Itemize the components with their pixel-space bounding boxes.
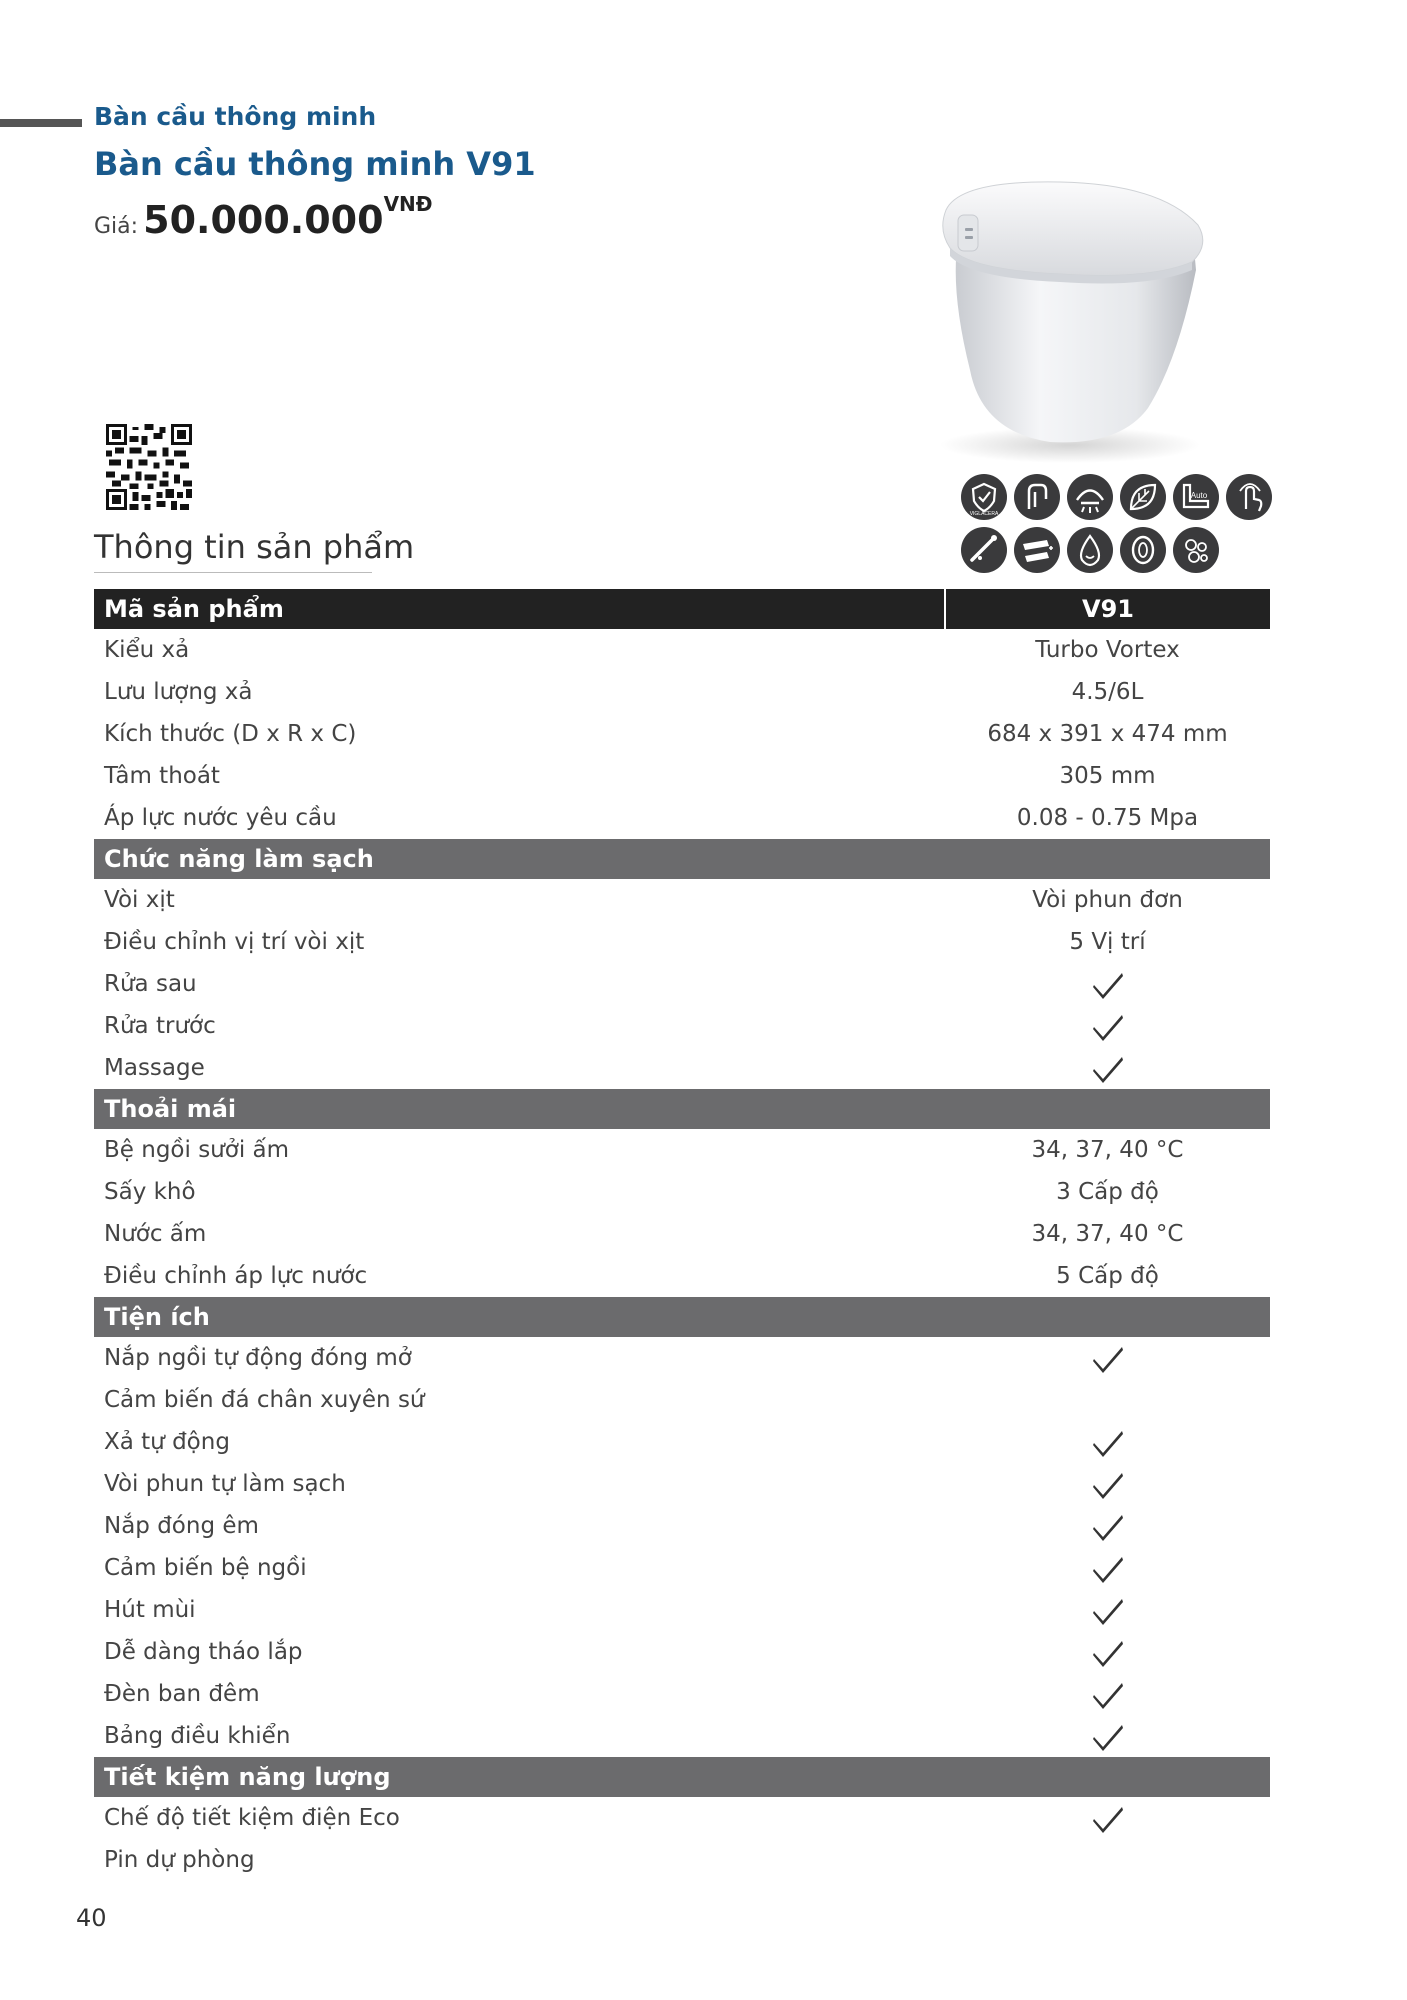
- spec-row-label: Chế độ tiết kiệm điện Eco: [104, 1805, 400, 1831]
- spec-row-label: Nước ấm: [104, 1221, 207, 1247]
- spec-row-value: 34, 37, 40 °C: [1031, 1137, 1184, 1163]
- checkmark-icon: [1091, 1468, 1125, 1502]
- product-info-heading: Thông tin sản phẩm: [94, 528, 415, 566]
- spec-row: [94, 1255, 1270, 1297]
- spec-row-value: [945, 1005, 1270, 1047]
- spec-row: [94, 1589, 1270, 1631]
- spec-row-label: Bảng điều khiển: [104, 1723, 291, 1749]
- spec-row-label: Vòi xịt: [104, 887, 175, 913]
- heading-underline: [94, 572, 372, 573]
- spec-row-value: Turbo Vortex: [1035, 637, 1180, 663]
- nozzle-icon: [1014, 527, 1060, 573]
- checkmark-icon: [1091, 1510, 1125, 1544]
- feature-icons: [960, 470, 1280, 578]
- spec-row-value: [945, 1379, 1270, 1421]
- spec-row-label: Kiểu xả: [104, 637, 190, 663]
- spec-row-value: [945, 1421, 1270, 1463]
- spec-row: [94, 1337, 1270, 1379]
- spec-row-value: [945, 1547, 1270, 1589]
- table-header-row: [94, 589, 1270, 629]
- spec-row: [94, 879, 1270, 921]
- water-drop-icon: [1067, 527, 1113, 573]
- checkmark-icon: [1091, 1552, 1125, 1586]
- section-title: Chức năng làm sạch: [94, 839, 1270, 879]
- spec-row-value: [945, 1631, 1270, 1673]
- hand-wash-icon: [1014, 474, 1060, 520]
- spec-row-value: 684 x 391 x 474 mm: [987, 721, 1228, 747]
- auto-icon: [1173, 474, 1219, 520]
- spec-row: [94, 1673, 1270, 1715]
- checkmark-icon: [1091, 1636, 1125, 1670]
- spec-row-label: Đèn ban đêm: [104, 1681, 260, 1707]
- spec-row-label: Nắp đóng êm: [104, 1513, 259, 1539]
- table-header-row-value: V91: [945, 589, 1270, 629]
- header-rule: [0, 119, 82, 127]
- section-title: Tiết kiệm năng lượng: [94, 1757, 1270, 1797]
- price-value: 50.000.000: [143, 198, 384, 242]
- spec-row-label: Cảm biến đá chân xuyên sứ: [104, 1387, 425, 1413]
- checkmark-icon: [1091, 1678, 1125, 1712]
- spec-row-value: [945, 1337, 1270, 1379]
- spec-row-value: Vòi phun đơn: [1032, 887, 1183, 913]
- checkmark-icon: [1091, 1052, 1125, 1086]
- checkmark-icon: [1091, 1802, 1125, 1836]
- wand-icon: [961, 527, 1007, 573]
- spec-row: [94, 921, 1270, 963]
- spec-row: [94, 1715, 1270, 1757]
- spec-row: [94, 1171, 1270, 1213]
- shield-icon: [961, 474, 1007, 520]
- spec-row-value: 5 Vị trí: [1069, 929, 1146, 955]
- spec-row: [94, 1213, 1270, 1255]
- checkmark-icon: [1091, 1594, 1125, 1628]
- spec-row: [94, 671, 1270, 713]
- spec-row-label: Bệ ngồi sưởi ấm: [104, 1137, 290, 1163]
- spec-row-value: [945, 1463, 1270, 1505]
- spec-row: [94, 713, 1270, 755]
- section-title: Tiện ích: [94, 1297, 1270, 1337]
- spec-row-value: [945, 1839, 1270, 1881]
- spec-row-label: Cảm biến bệ ngồi: [104, 1555, 307, 1581]
- spec-row: [94, 1047, 1270, 1089]
- spec-row: [94, 1421, 1270, 1463]
- spec-row: [94, 1797, 1270, 1839]
- checkmark-icon: [1091, 1426, 1125, 1460]
- spec-row: [94, 1005, 1270, 1047]
- section-title: Thoải mái: [94, 1089, 1270, 1129]
- spec-row: [94, 1463, 1270, 1505]
- spray-icon: [1067, 474, 1113, 520]
- section-header-energy: [94, 1757, 1270, 1797]
- spec-row: [94, 1547, 1270, 1589]
- spec-row-value: [945, 1589, 1270, 1631]
- spec-row: [94, 1505, 1270, 1547]
- spec-row-value: [945, 1673, 1270, 1715]
- spec-row-value: 34, 37, 40 °C: [1031, 1221, 1184, 1247]
- spec-row-value: 5 Cấp độ: [1056, 1263, 1159, 1289]
- spec-row-value: 0.08 - 0.75 Mpa: [1016, 805, 1199, 831]
- spec-row-label: Rửa trước: [104, 1013, 216, 1039]
- checkmark-icon: [1091, 968, 1125, 1002]
- section-header-utility: [94, 1297, 1270, 1337]
- spec-row-label: Áp lực nước yêu cầu: [104, 805, 337, 831]
- spec-row-label: Dễ dàng tháo lắp: [104, 1639, 303, 1665]
- spec-row-value: 4.5/6L: [1071, 679, 1144, 705]
- section-header-cleaning: [94, 839, 1270, 879]
- spec-row: [94, 797, 1270, 839]
- price-unit: VNĐ: [383, 192, 433, 216]
- spec-row-label: Nắp ngồi tự động đóng mở: [104, 1345, 412, 1371]
- spec-row-label: Điều chỉnh áp lực nước: [104, 1263, 368, 1289]
- seat-icon: [1120, 527, 1166, 573]
- spec-row-value: 3 Cấp độ: [1056, 1179, 1159, 1205]
- product-title: Bàn cầu thông minh V91: [94, 145, 536, 183]
- checkmark-icon: [1091, 1720, 1125, 1754]
- spec-row: [94, 1379, 1270, 1421]
- spec-row-label: Hút mùi: [104, 1597, 196, 1623]
- spec-row-value: [945, 1047, 1270, 1089]
- auto-badge-text: Auto: [1190, 491, 1208, 500]
- section-header-comfort: [94, 1089, 1270, 1129]
- spec-row-label: Massage: [104, 1055, 205, 1081]
- spec-row-value: [945, 1505, 1270, 1547]
- spec-row-label: Tâm thoát: [104, 763, 220, 789]
- leaf-icon: [1120, 474, 1166, 520]
- spec-row: [94, 1839, 1270, 1881]
- qr-code-icon[interactable]: [106, 424, 192, 510]
- touch-icon: [1226, 474, 1272, 520]
- spec-row-label: Vòi phun tự làm sạch: [104, 1471, 346, 1497]
- product-category: Bàn cầu thông minh: [94, 102, 377, 131]
- spec-row-value: [945, 963, 1270, 1005]
- checkmark-icon: [1091, 1342, 1125, 1376]
- price-row: [94, 192, 433, 242]
- spec-row-label: Pin dự phòng: [104, 1847, 255, 1873]
- icon-badge-text: VIGLACERA: [969, 511, 999, 517]
- spec-row-value: [945, 1715, 1270, 1757]
- spec-row-label: Xả tự động: [104, 1429, 230, 1455]
- page-number: 40: [76, 1904, 107, 1932]
- spec-row: [94, 629, 1270, 671]
- table-header-row-label: Mã sản phẩm: [94, 589, 945, 629]
- spec-row-value: [945, 1797, 1270, 1839]
- spec-table: [94, 589, 1270, 1881]
- bubbles-icon: [1173, 527, 1219, 573]
- spec-row: [94, 1129, 1270, 1171]
- spec-row-value: 305 mm: [1059, 763, 1156, 789]
- spec-row-label: Lưu lượng xả: [104, 679, 253, 705]
- spec-row-label: Sấy khô: [104, 1179, 196, 1205]
- price-label: Giá:: [94, 214, 139, 239]
- spec-row-label: Kích thước (D x R x C): [104, 721, 357, 747]
- checkmark-icon: [1091, 1010, 1125, 1044]
- spec-row-label: Điều chỉnh vị trí vòi xịt: [104, 929, 365, 955]
- spec-row: [94, 963, 1270, 1005]
- spec-row: [94, 1631, 1270, 1673]
- smart-toilet-image: [920, 170, 1210, 470]
- spec-row: [94, 755, 1270, 797]
- spec-row-label: Rửa sau: [104, 971, 197, 997]
